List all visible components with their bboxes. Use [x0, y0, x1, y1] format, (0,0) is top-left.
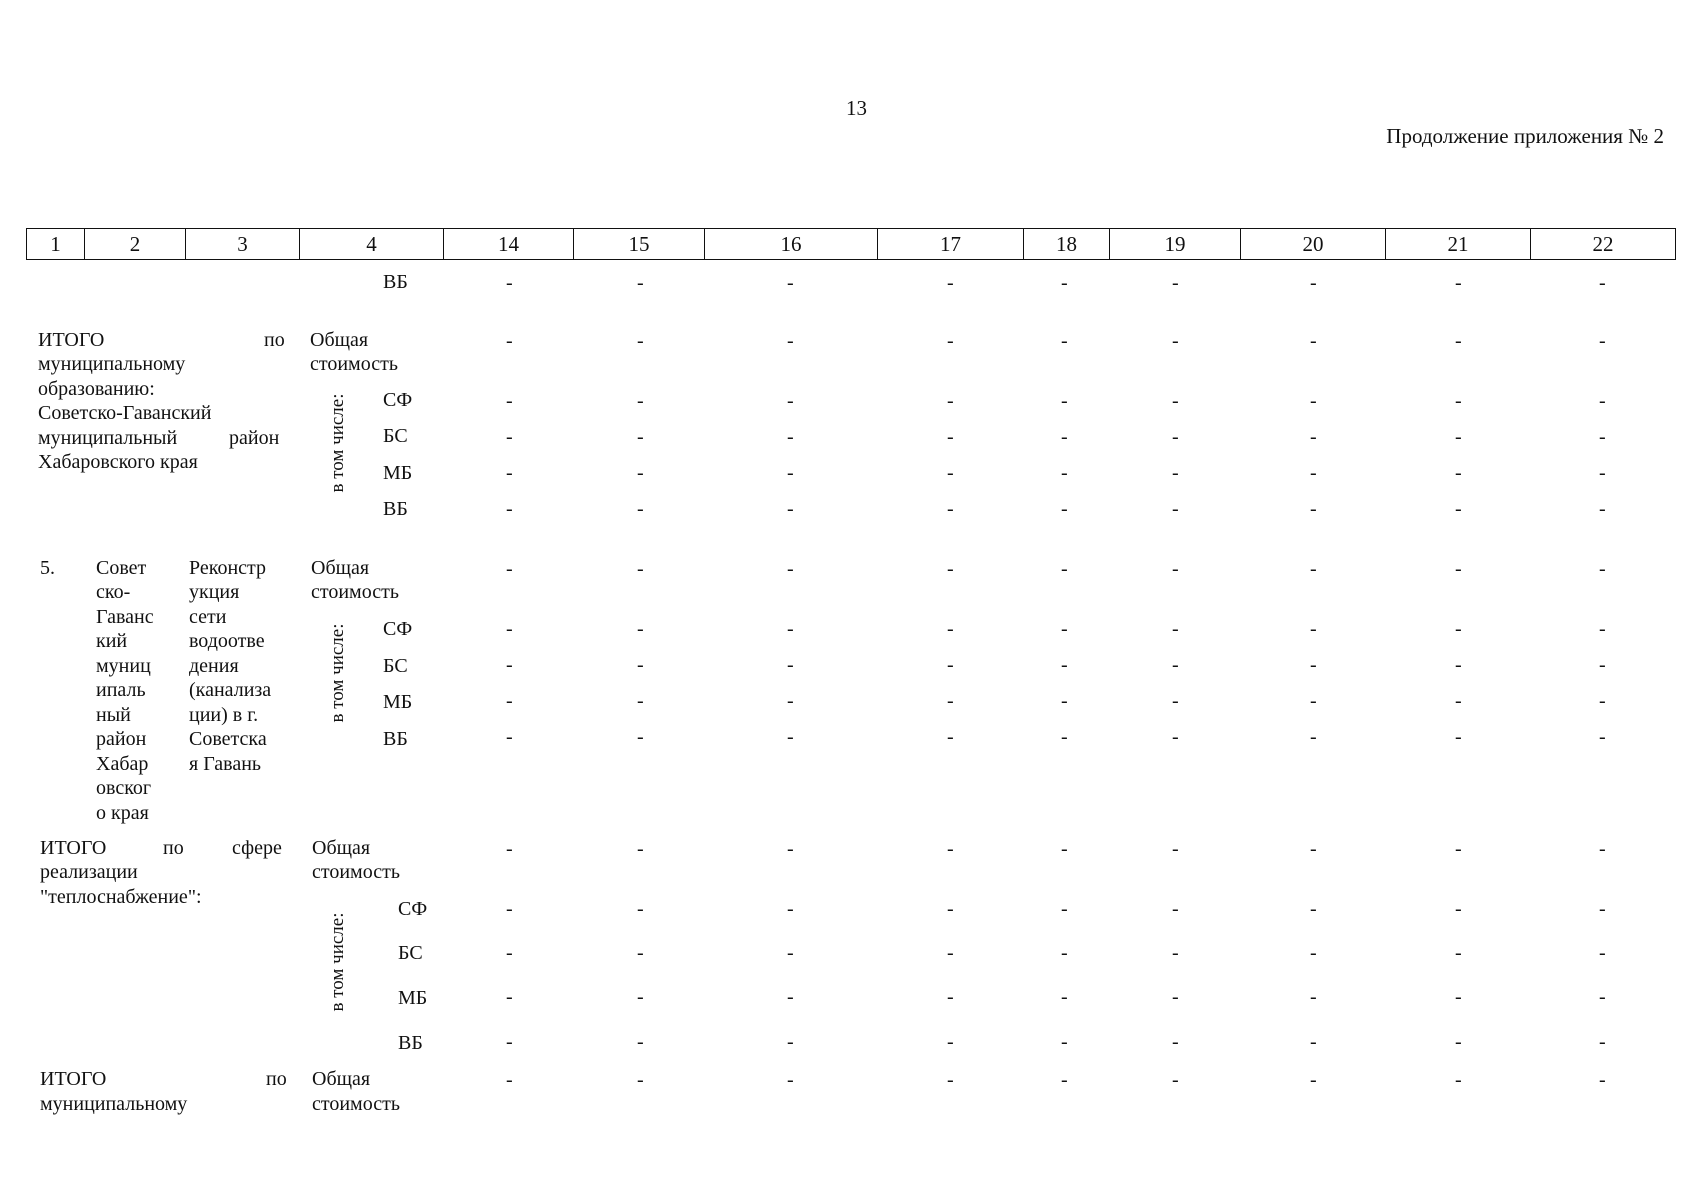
value-dash: -	[1172, 654, 1179, 676]
value-dash: -	[1599, 330, 1606, 352]
value-dash: -	[947, 426, 954, 448]
value-dash: -	[1310, 726, 1317, 748]
name-line: по	[266, 1068, 287, 1090]
municipality-line: Хабар	[96, 753, 149, 775]
value-dash: -	[1172, 462, 1179, 484]
value-dash: -	[1172, 1031, 1179, 1053]
municipality-line: район	[96, 728, 147, 750]
header-cell: 14	[444, 229, 574, 260]
header-cell: 19	[1110, 229, 1241, 260]
value-dash: -	[1455, 272, 1462, 294]
value-dash: -	[1172, 426, 1179, 448]
value-dash: -	[787, 618, 794, 640]
header-cell: 22	[1531, 229, 1676, 260]
value-dash: -	[1061, 898, 1068, 920]
value-dash: -	[506, 462, 513, 484]
total-cost-label: стоимость	[312, 1093, 400, 1115]
value-dash: -	[1310, 1069, 1317, 1091]
value-dash: -	[1599, 838, 1606, 860]
municipality-line: Гаванс	[96, 606, 154, 628]
value-dash: -	[1599, 898, 1606, 920]
value-dash: -	[637, 690, 644, 712]
source-label: СФ	[383, 389, 413, 411]
value-dash: -	[1310, 390, 1317, 412]
value-dash: -	[637, 330, 644, 352]
value-dash: -	[1172, 272, 1179, 294]
value-dash: -	[1310, 558, 1317, 580]
value-dash: -	[787, 426, 794, 448]
value-dash: -	[1599, 462, 1606, 484]
value-dash: -	[947, 690, 954, 712]
object-line: (канализа	[189, 679, 272, 701]
value-dash: -	[1599, 426, 1606, 448]
source-label: СФ	[398, 898, 428, 920]
object-line: Советска	[189, 728, 267, 750]
value-dash: -	[1172, 618, 1179, 640]
value-dash: -	[1310, 426, 1317, 448]
value-dash: -	[947, 462, 954, 484]
value-dash: -	[1310, 1031, 1317, 1053]
name-line: ИТОГО	[38, 329, 105, 351]
value-dash: -	[1310, 942, 1317, 964]
value-dash: -	[1061, 426, 1068, 448]
header-cell: 2	[85, 229, 186, 260]
value-dash: -	[1599, 1069, 1606, 1091]
value-dash: -	[1455, 1031, 1462, 1053]
value-dash: -	[1061, 272, 1068, 294]
table-header	[26, 228, 1676, 260]
total-cost-label: Общая	[312, 837, 371, 859]
header-cell: 17	[878, 229, 1024, 260]
municipality-line: ипаль	[96, 679, 146, 701]
value-dash: -	[1599, 558, 1606, 580]
source-label: МБ	[383, 691, 413, 713]
object-line: ции) в г.	[189, 704, 259, 726]
value-dash: -	[1599, 986, 1606, 1008]
value-dash: -	[1061, 942, 1068, 964]
value-dash: -	[787, 1031, 794, 1053]
value-dash: -	[1061, 654, 1068, 676]
value-dash: -	[506, 986, 513, 1008]
value-dash: -	[1455, 390, 1462, 412]
name-line: ИТОГО	[40, 1068, 107, 1090]
value-dash: -	[1455, 462, 1462, 484]
source-label: БС	[383, 655, 408, 677]
value-dash: -	[1455, 654, 1462, 676]
value-dash: -	[1310, 898, 1317, 920]
value-dash: -	[947, 330, 954, 352]
value-dash: -	[1599, 272, 1606, 294]
municipality-line: муниц	[96, 655, 151, 677]
value-dash: -	[787, 726, 794, 748]
value-dash: -	[787, 390, 794, 412]
value-dash: -	[506, 272, 513, 294]
page-number: 13	[846, 96, 867, 120]
value-dash: -	[637, 272, 644, 294]
object-line: я Гавань	[189, 753, 262, 775]
value-dash: -	[1172, 898, 1179, 920]
value-dash: -	[1310, 618, 1317, 640]
total-cost-label: стоимость	[312, 861, 400, 883]
value-dash: -	[1455, 690, 1462, 712]
value-dash: -	[637, 726, 644, 748]
value-dash: -	[506, 330, 513, 352]
item-number: 5.	[40, 557, 55, 579]
name-line: по	[163, 837, 184, 859]
value-dash: -	[637, 462, 644, 484]
header-cell: 15	[574, 229, 705, 260]
value-dash: -	[1599, 942, 1606, 964]
value-dash: -	[1172, 330, 1179, 352]
value-dash: -	[506, 838, 513, 860]
name-line: по	[264, 329, 285, 351]
value-dash: -	[1599, 1031, 1606, 1053]
value-dash: -	[1310, 690, 1317, 712]
name-line: Советско-Гаванский	[38, 402, 212, 424]
value-dash: -	[947, 498, 954, 520]
value-dash: -	[947, 558, 954, 580]
value-dash: -	[506, 426, 513, 448]
header-cell: 16	[705, 229, 878, 260]
source-label: МБ	[383, 462, 413, 484]
value-dash: -	[947, 654, 954, 676]
source-label: БС	[398, 942, 423, 964]
value-dash: -	[787, 498, 794, 520]
value-dash: -	[637, 942, 644, 964]
value-dash: -	[1455, 330, 1462, 352]
value-dash: -	[1172, 1069, 1179, 1091]
value-dash: -	[1455, 838, 1462, 860]
municipality-line: ско-	[96, 581, 131, 603]
object-line: водоотве	[189, 630, 265, 652]
header-cell: 21	[1386, 229, 1531, 260]
value-dash: -	[947, 838, 954, 860]
value-dash: -	[1599, 726, 1606, 748]
value-dash: -	[787, 330, 794, 352]
value-dash: -	[637, 558, 644, 580]
name-line: муниципальному	[38, 353, 186, 375]
value-dash: -	[1061, 690, 1068, 712]
value-dash: -	[787, 462, 794, 484]
value-dash: -	[1599, 654, 1606, 676]
value-dash: -	[506, 498, 513, 520]
value-dash: -	[1310, 272, 1317, 294]
value-dash: -	[1172, 726, 1179, 748]
value-dash: -	[947, 1031, 954, 1053]
value-dash: -	[947, 986, 954, 1008]
value-dash: -	[1061, 838, 1068, 860]
value-dash: -	[1455, 898, 1462, 920]
value-dash: -	[506, 942, 513, 964]
including-label: в том числе:	[327, 912, 348, 1012]
name-line: Хабаровского края	[38, 451, 198, 473]
including-label: в том числе:	[327, 623, 348, 723]
municipality-line: Совет	[96, 557, 147, 579]
value-dash: -	[1455, 558, 1462, 580]
value-dash: -	[506, 726, 513, 748]
value-dash: -	[1172, 390, 1179, 412]
value-dash: -	[787, 838, 794, 860]
value-dash: -	[1599, 690, 1606, 712]
value-dash: -	[506, 1031, 513, 1053]
value-dash: -	[1172, 986, 1179, 1008]
municipality-line: ный	[96, 704, 131, 726]
name-line: район	[229, 427, 280, 449]
value-dash: -	[1310, 654, 1317, 676]
value-dash: -	[506, 898, 513, 920]
value-dash: -	[1061, 462, 1068, 484]
value-dash: -	[637, 618, 644, 640]
value-dash: -	[637, 986, 644, 1008]
value-dash: -	[947, 898, 954, 920]
value-dash: -	[787, 272, 794, 294]
value-dash: -	[1172, 690, 1179, 712]
total-cost-label: Общая	[311, 557, 370, 579]
header-cell: 3	[186, 229, 300, 260]
value-dash: -	[787, 1069, 794, 1091]
object-line: укция	[189, 581, 240, 603]
total-cost-label: стоимость	[310, 353, 398, 375]
value-dash: -	[947, 618, 954, 640]
value-dash: -	[1172, 558, 1179, 580]
value-dash: -	[1455, 1069, 1462, 1091]
header-cell: 4	[300, 229, 444, 260]
value-dash: -	[1310, 838, 1317, 860]
object-line: дения	[189, 655, 239, 677]
value-dash: -	[1061, 1069, 1068, 1091]
value-dash: -	[637, 898, 644, 920]
source-label: БС	[383, 425, 408, 447]
value-dash: -	[506, 690, 513, 712]
source-label: ВБ	[398, 1032, 423, 1054]
header-cell: 1	[27, 229, 85, 260]
value-dash: -	[1061, 726, 1068, 748]
value-dash: -	[787, 558, 794, 580]
value-dash: -	[1172, 942, 1179, 964]
value-dash: -	[1310, 498, 1317, 520]
object-line: сети	[189, 606, 227, 628]
value-dash: -	[506, 1069, 513, 1091]
value-dash: -	[1455, 942, 1462, 964]
value-dash: -	[1310, 986, 1317, 1008]
value-dash: -	[1061, 558, 1068, 580]
value-dash: -	[947, 390, 954, 412]
value-dash: -	[637, 654, 644, 676]
value-dash: -	[1455, 498, 1462, 520]
value-dash: -	[1172, 498, 1179, 520]
value-dash: -	[506, 654, 513, 676]
value-dash: -	[787, 986, 794, 1008]
source-label-vb: ВБ	[383, 271, 408, 293]
value-dash: -	[1061, 986, 1068, 1008]
municipality-line: кий	[96, 630, 128, 652]
value-dash: -	[1310, 462, 1317, 484]
name-line: образованию:	[38, 378, 155, 400]
value-dash: -	[1599, 390, 1606, 412]
municipality-line: овског	[96, 777, 152, 799]
value-dash: -	[1061, 498, 1068, 520]
value-dash: -	[947, 272, 954, 294]
value-dash: -	[1172, 838, 1179, 860]
value-dash: -	[947, 1069, 954, 1091]
value-dash: -	[1599, 498, 1606, 520]
value-dash: -	[506, 618, 513, 640]
value-dash: -	[637, 1031, 644, 1053]
total-cost-label: Общая	[312, 1068, 371, 1090]
value-dash: -	[1455, 986, 1462, 1008]
value-dash: -	[1061, 330, 1068, 352]
value-dash: -	[1455, 726, 1462, 748]
value-dash: -	[506, 390, 513, 412]
source-label: МБ	[398, 987, 428, 1009]
value-dash: -	[1061, 390, 1068, 412]
value-dash: -	[787, 898, 794, 920]
value-dash: -	[637, 838, 644, 860]
value-dash: -	[1061, 1031, 1068, 1053]
object-line: Реконстр	[189, 557, 267, 579]
value-dash: -	[506, 558, 513, 580]
header-cell: 20	[1241, 229, 1386, 260]
source-label: ВБ	[383, 728, 408, 750]
value-dash: -	[947, 726, 954, 748]
value-dash: -	[637, 426, 644, 448]
name-line: муниципальному	[40, 1093, 188, 1115]
name-line: сфере	[232, 837, 282, 859]
total-cost-label: стоимость	[311, 581, 399, 603]
name-line: муниципальный	[38, 427, 178, 449]
value-dash: -	[1455, 426, 1462, 448]
value-dash: -	[1599, 618, 1606, 640]
municipality-line: о края	[96, 802, 149, 824]
value-dash: -	[637, 498, 644, 520]
name-line: ИТОГО	[40, 837, 107, 859]
value-dash: -	[637, 390, 644, 412]
value-dash: -	[1061, 618, 1068, 640]
source-label: ВБ	[383, 498, 408, 520]
header-cell: 18	[1024, 229, 1110, 260]
name-line: реализации	[40, 861, 138, 883]
value-dash: -	[1310, 330, 1317, 352]
total-cost-label: Общая	[310, 329, 369, 351]
including-label: в том числе:	[327, 393, 348, 493]
value-dash: -	[787, 942, 794, 964]
appendix-note: Продолжение приложения № 2	[1386, 124, 1664, 148]
name-line: "теплоснабжение":	[40, 886, 202, 908]
value-dash: -	[1455, 618, 1462, 640]
value-dash: -	[787, 654, 794, 676]
value-dash: -	[787, 690, 794, 712]
source-label: СФ	[383, 618, 413, 640]
value-dash: -	[637, 1069, 644, 1091]
value-dash: -	[947, 942, 954, 964]
